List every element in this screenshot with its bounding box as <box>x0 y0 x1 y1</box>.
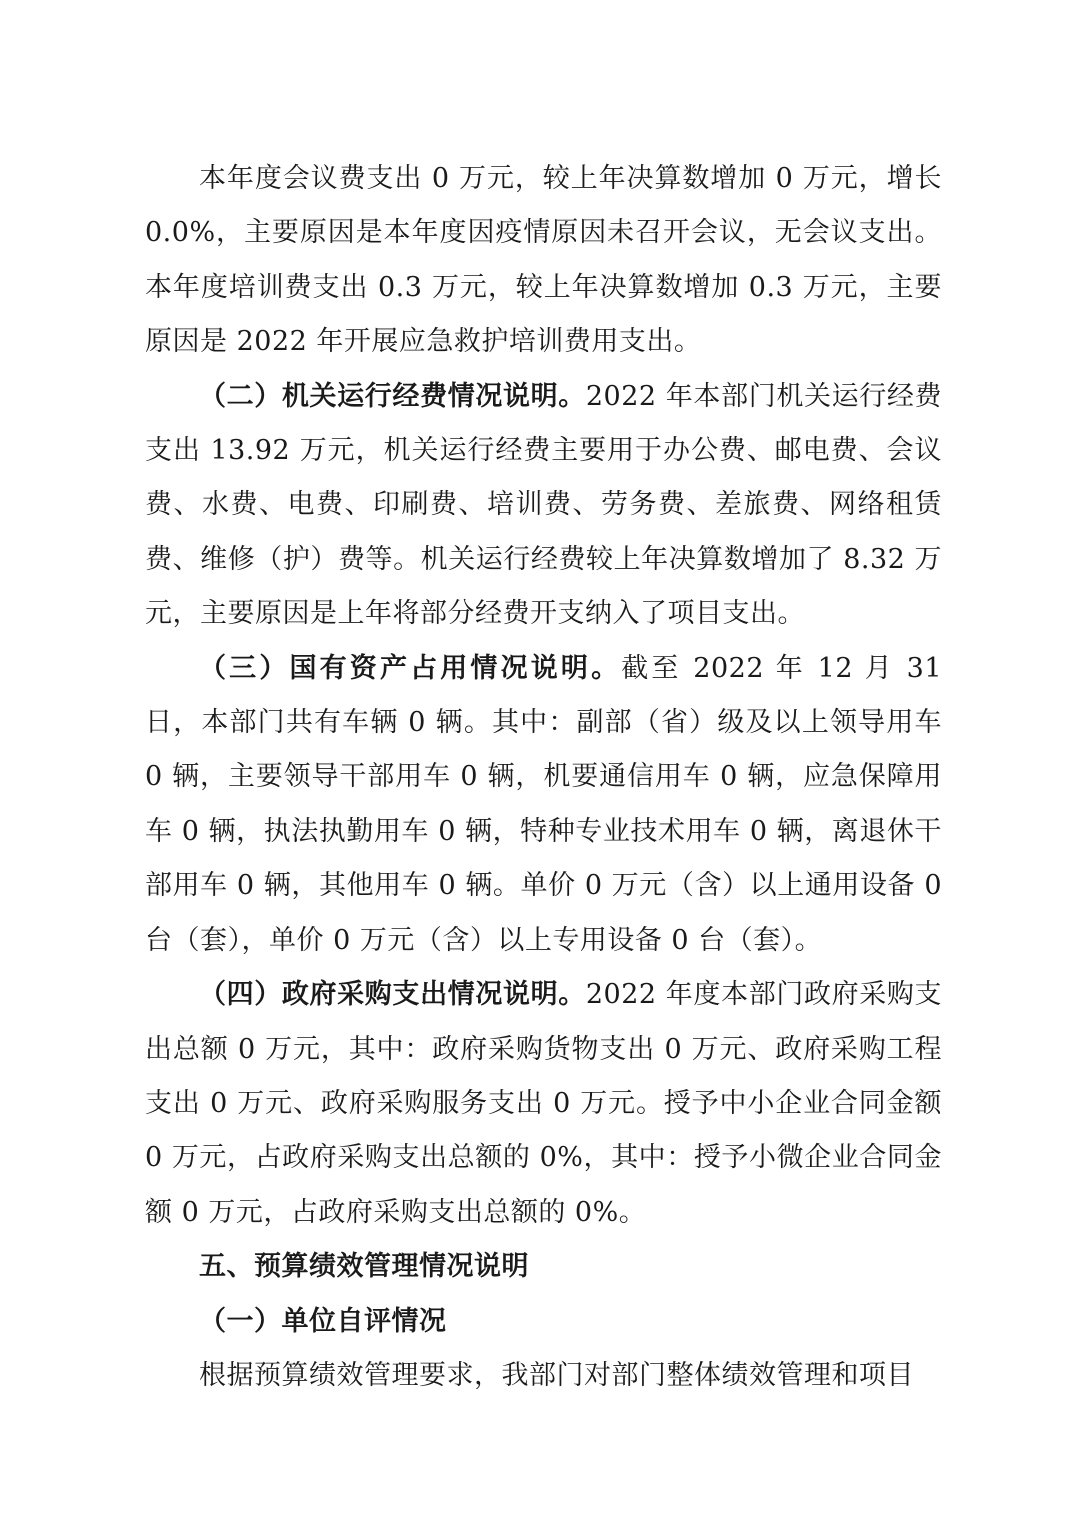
government-procurement-text: 2022 年度本部门政府采购支出总额 0 万元，其中：政府采购货物支出 0 万元、政府采购工程支出 0 万元、政府采购服务支出 0 万元。授予中小企业合同金额 0 万元，占政府采购支出总额的 0%，其中：授予小微企业合同金额 0 万元，占政府采购支出总额的 0%。 <box>145 979 943 1228</box>
section-five-heading: 五、预算绩效管理情况说明 <box>199 1251 529 1283</box>
paragraph-operating-expenses <box>145 370 942 642</box>
paragraph-self-evaluation <box>145 1349 942 1403</box>
state-assets-heading: （三）国有资产占用情况说明。 <box>199 652 622 684</box>
paragraph-state-assets <box>145 642 942 968</box>
paragraph-government-procurement <box>145 968 942 1240</box>
state-assets-text: 截至 2022 年 12 月 31 日，本部门共有车辆 0 辆。其中：副部（省）级及以上领导用车 0 辆，主要领导干部用车 0 辆，机要通信用车 0 辆，应急保障用车 0 辆，执法执勤用车 0 辆，特种专业技术用车 0 辆，离退休干部用车 0 辆，其他用车 0 辆。单价 0 万元（含）以上通用设备 0 台（套），单价 0 万元（含）以上专用设备 0 台（套）。 <box>145 652 943 956</box>
paragraph-meeting-training <box>145 152 942 370</box>
paragraph-self-evaluation-text: 根据预算绩效管理要求，我部门对部门整体绩效管理和项目 <box>199 1359 914 1391</box>
government-procurement-heading: （四）政府采购支出情况说明。 <box>199 979 586 1011</box>
subsection-one-heading: （一）单位自评情况 <box>199 1305 447 1337</box>
operating-expenses-text: 2022 年本部门机关运行经费支出 13.92 万元，机关运行经费主要用于办公费、邮电费、会议费、水费、电费、印刷费、培训费、劳务费、差旅费、网络租赁费、维修（护）费等。机关运行经费较上年决算数增加了 8.32 万元，主要原因是上年将部分经费开支纳入了项目支出。 <box>145 380 943 630</box>
operating-expenses-heading: （二）机关运行经费情况说明。 <box>199 380 586 412</box>
paragraph-meeting-training-text: 本年度会议费支出 0 万元，较上年决算数增加 0 万元，增长 0.0%，主要原因是本年度因疫情原因未召开会议，无会议支出。本年度培训费支出 0.3 万元，较上年决算数增加 0.3 万元，主要原因是 2022 年开展应急救护培训费用支出。 <box>145 163 942 358</box>
document-body <box>145 152 942 1403</box>
